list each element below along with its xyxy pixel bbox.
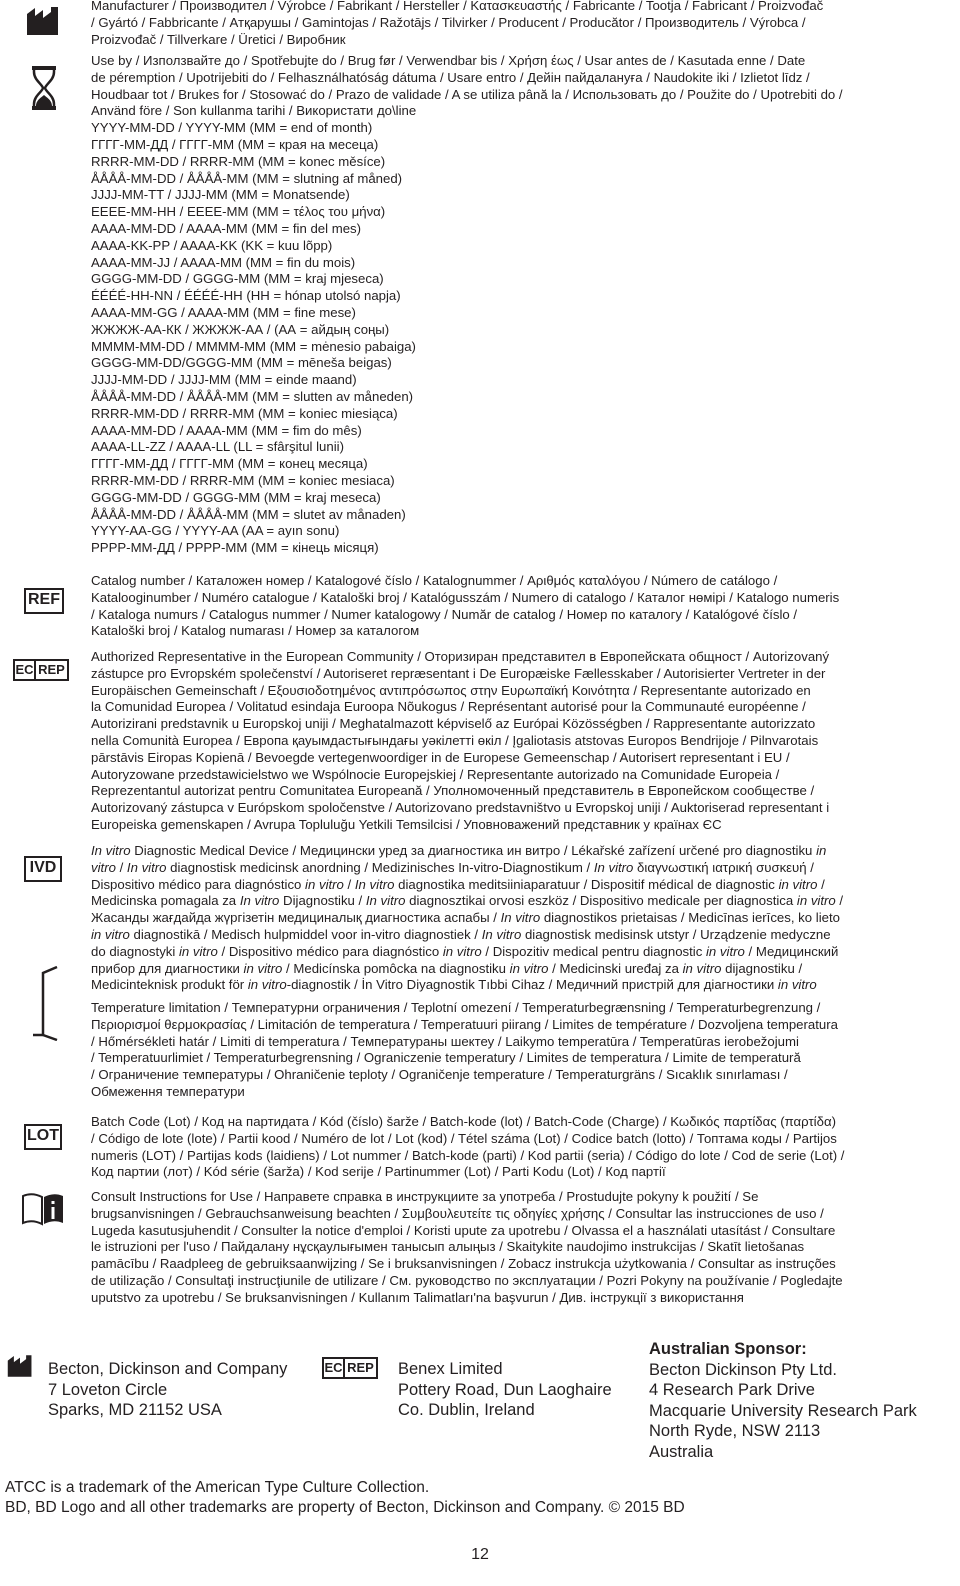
- text-line: Europäischen Gemeinschaft / Εξουσιοδοτημένος αντιπρόσωπος στην Ευρωπαϊκή Κοινότητα / Representante autorizado en: [91, 682, 811, 698]
- trademark-notice: [5, 1478, 685, 1518]
- address-line: Becton Dickinson Pty Ltd.: [649, 1360, 838, 1379]
- text-line: AAAA-MM-JJ / AAAA-MM (MM = fin du mois): [91, 254, 356, 270]
- ref-symbol: REF: [24, 588, 64, 614]
- text-line: ÅÅÅÅ-MM-DD / ÅÅÅÅ-MM (MM = slutning af måned): [91, 170, 403, 186]
- text-line: РРРР-ММ-ДД / РРРР-ММ (ММ = кінець місяця): [91, 540, 379, 556]
- text-line: ΕΕΕΕ-ΜΜ-ΗΗ / ΕΕΕΕ-ΜΜ (ΜΜ = τέλος του μήνα): [91, 204, 386, 220]
- ref-text: [91, 573, 953, 640]
- sponsor-heading: Australian Sponsor:: [649, 1340, 807, 1358]
- ec-rep-text: [91, 649, 953, 834]
- hourglass-icon: [32, 66, 56, 110]
- text-line: Houdbaar tot / Brukes for / Stosować do / Prazo de validade / A se utiliza până la / Использовать до / Použite do / Upotrebiti do /: [91, 86, 843, 102]
- text-line: YYYY-AA-GG / YYYY-AA (AA = ayın sonu): [91, 523, 340, 539]
- ec-rep-address: [398, 1359, 612, 1421]
- text-line: / Código de lote (lote) / Partii kood / Numéro de lot / Lot (kod) / Tétel száma (Lot) / Codice batch (lotto) / Топтама коды / Partijos: [91, 1130, 837, 1146]
- text-line: Medicinteknisk produkt för in vitro-diagnostik / İn Vitro Diyagnostik Tıbbi Cihaz / Медичний пристрій для діагностики in vitro: [91, 977, 817, 993]
- address-line: Macquarie University Research Park: [649, 1401, 917, 1420]
- text-line: ГГГГ-ММ-ДД / ГГГГ-ММ (ММ = конец месяца): [91, 456, 368, 472]
- text-line: Обмеження температури: [91, 1083, 245, 1099]
- text-line: JJJJ-MM-DD / JJJJ-MM (MM = einde maand): [91, 372, 357, 388]
- ivd-text: [91, 843, 953, 994]
- address-line: Pottery Road, Dun Laoghaire: [398, 1380, 612, 1399]
- text-line: GGGG-MM-DD / GGGG-MM (MM = kraj meseca): [91, 489, 381, 505]
- text-line: / Gyártó / Fabbricante / Атқарушы / Gamintojas / Ražotājs / Tilvirker / Producent / Producător / Производитель / Výrobca /: [91, 14, 806, 30]
- text-line: In vitro Diagnostic Medical Device / Медицински уред за диагностика ин витро / Lékařské zařízení určené pro diagnostiku in: [91, 843, 827, 858]
- lot-text: [91, 1114, 953, 1181]
- text-line: / Hőmérsékleti határ / Limiti di temperatura / Температураны шектеу / Laikymo temperatūra / Temperatūras ierobežojumi: [91, 1033, 799, 1049]
- text-line: Använd före / Son kullanma tarihi / Використати до\line: [91, 103, 417, 119]
- manufacturer-icon: [7, 1354, 33, 1378]
- text-line: Autorizirani predstavnik u Europskoj uniji / Meghatalmazott képviselő az Európai Közösségben / Rappresentante autorizzato: [91, 716, 816, 732]
- text-line: JJJJ-MM-TT / JJJJ-MM (MM = Monatsende): [91, 187, 350, 203]
- text-line: vitro / In vitro diagnostisk medicinsk anordning / Medizinisches In-vitro-Diagnostikum / In vitro διαγνωστική ιατρική συσκευή /: [91, 859, 814, 875]
- text-line: Temperature limitation / Температурни ограничения / Teplotní omezení / Temperaturbegrænsning / Temperaturbegrenzung /: [91, 1000, 821, 1015]
- text-line: Reprezentantul autorizat pentru Comunitatea Europeană / Уполномоченный представитель в Европейском сообществе /: [91, 783, 815, 799]
- text-line: Batch Code (Lot) / Код на партидата / Kód (číslo) šarže / Batch-kode (lot) / Batch-Code (Charge) / Κωδικός παρτίδας (παρτίδα): [91, 1114, 836, 1129]
- text-line: Consult Instructions for Use / Направете справка в инструкциите за употреба / Prostudujte pokyny k použití / Se: [91, 1189, 759, 1204]
- text-line: AAAA-MM-GG / AAAA-MM (MM = fine mese): [91, 304, 356, 320]
- address-line: Australia: [649, 1442, 714, 1461]
- text-line: Lugeda kasutusjuhendit / Consulter la notice d'emploi / Koristi upute za upotrebu / Olvassa el a használati utasítást / Consultare: [91, 1222, 836, 1238]
- lot-symbol: LOT: [24, 1124, 62, 1150]
- text-line: do diagnostyki in vitro / Dispositivo médico para diagnóstico in vitro / Dispozitiv medical pentru diagnostic in vitro / Медицинский: [91, 943, 839, 959]
- australian-sponsor: [649, 1339, 917, 1462]
- text-line: ÉÉÉÉ-HH-NN / ÉÉÉÉ-HH (HH = hónap utolsó napja): [91, 288, 401, 304]
- text-line: uputstvo za upotrebu / Se bruksanvisningen / Kullanım Talimatları'na başvurun / Див. інструкції з використання: [91, 1289, 744, 1305]
- text-line: ЖЖЖЖ-АА-КК / ЖЖЖЖ-АА / (АА = айдың соңы): [91, 321, 390, 337]
- text-line: pārstāvis Eiropas Kopienā / Bevoegde vertegenwoordiger in de Europese Gemeenschap / Autorisert representant i EU /: [91, 749, 790, 765]
- text-line: AAAA-MM-DD / AAAA-MM (MM = fin del mes): [91, 220, 362, 236]
- ivd-symbol: IVD: [24, 856, 62, 882]
- manufacturer-address: [48, 1359, 287, 1421]
- text-line: Proizvođač / Tillverkare / Üretici / Виробник: [91, 31, 346, 47]
- text-line: Catalog number / Каталожен номер / Katalogové číslo / Katalognummer / Αριθμός καταλόγου / Número de catálogo /: [91, 573, 778, 588]
- ec-rep-symbol: [13, 659, 69, 681]
- text-line: Katalooginumber / Numéro catalogue / Kataloški broj / Katalógusszám / Numero di catalogo / Каталог нөмірі / Katalogo numeris: [91, 589, 840, 605]
- text-line: Authorized Representative in the European Community / Оторизиран представител в Европейската общност / Autorizovaný: [91, 649, 830, 664]
- text-line: le istruzioni per l'uso / Пайдалану нұсқаулығымен танысып алыңыз / Skaitykite naudojimo instrukcijas / Skatīt lietošanas: [91, 1239, 805, 1255]
- address-line: North Ryde, NSW 2113: [649, 1422, 821, 1440]
- footer-line: BD, BD Logo and all other trademarks are property of Becton, Dickinson and Company. © 2015 BD: [5, 1499, 685, 1516]
- text-line: ГГГГ-ММ-ДД / ГГГГ-ММ (ММ = края на месеца): [91, 136, 379, 152]
- text-line: RRRR-MM-DD / RRRR-MM (MM = koniec miesiąca): [91, 405, 398, 421]
- text-line: ÅÅÅÅ-MM-DD / ÅÅÅÅ-MM (MM = slutet av månaden): [91, 506, 406, 522]
- manufacturer-icon: [26, 6, 60, 36]
- text-line: brugsanvisningen / Gebrauchsanweisung beachten / Συμβουλευτείτε τις οδηγίες χρήσης / Consultar las instrucciones de uso /: [91, 1205, 824, 1221]
- ec-rep-symbol: [322, 1357, 378, 1379]
- consult-text: [91, 1189, 953, 1307]
- text-line: ÅÅÅÅ-MM-DD / ÅÅÅÅ-MM (MM = slutten av måneden): [91, 388, 414, 404]
- text-line: Use by / Използвайте до / Spotřebujte do / Brug før / Verwendbar bis / Χρήση έως / Usar antes de / Kasutada enne / Date: [91, 53, 806, 68]
- text-line: GGGG-MM-DD / GGGG-MM (MM = kraj mjeseca): [91, 271, 384, 287]
- text-line: Περιορισμοί θερμοκρασίας / Limitación de temperatura / Temperatuuri piirang / Limites de température / Dozvoljena temperatura: [91, 1016, 838, 1032]
- text-line: in vitro diagnostikā / Medisch hulpmiddel voor in-vitro diagnostiek / In vitro diagnostisk medisinsk utstyr / Urządzenie medyczne: [91, 926, 831, 942]
- text-line: de utilização / Consultaţi instrucţiunile de utilizare / См. руководство по эксплуатации / Pozri Pokyny na používanie / Pogledajte: [91, 1272, 843, 1288]
- rep-label: REP: [343, 1357, 378, 1379]
- rep-label: REP: [34, 659, 69, 681]
- address-line: Benex Limited: [398, 1360, 503, 1378]
- text-line: / Temperatuurlimiet / Temperaturbegrensning / Ograniczenie temperatury / Limites de temperatura / Limite de temperatură: [91, 1050, 801, 1066]
- footer-line: ATCC is a trademark of the American Type Culture Collection.: [5, 1479, 430, 1496]
- text-line: / Ограничение температуры / Ohraničenie teploty / Ograničenje temperature / Temperaturgräns / Sıcaklık sınırlaması /: [91, 1067, 788, 1083]
- text-line: RRRR-MM-DD / RRRR-MM (MM = koniec mesiaca): [91, 472, 395, 488]
- text-line: pamācību / Raadpleeg de gebruiksaanwijzing / Se i bruksanvisningen / Zobacz instrukcja użytkowania / Consultar as instruções: [91, 1256, 836, 1272]
- address-line: Co. Dublin, Ireland: [398, 1401, 535, 1419]
- text-line: Dispositivo médico para diagnóstico in vitro / In vitro diagnostika meditsiiniaparatuur / Dispositif médical de diagnostic in vitro /: [91, 876, 825, 892]
- text-line: Жасанды жағдайда жүргізетін медициналық диагностика аспабы / In vitro diagnostikos prietaisas / Medicīnas ierīces, ko lieto: [91, 910, 840, 926]
- text-line: Manufacturer / Производител / Výrobce / Fabrikant / Hersteller / Κατασκευαστής / Fabricante / Tootja / Fabricant / Proizvođač: [91, 0, 824, 13]
- address-line: 7 Loveton Circle: [48, 1380, 168, 1399]
- text-line: la Comunidad Europea / Volitatud esindaja Euroopa Nõukogus / Représentant autorisé pour la Communauté européenne /: [91, 699, 806, 715]
- text-line: / Kataloga numurs / Catalogus nummer / Numer katalogowy / Număr de catalog / Номер по каталогу / Katalógové číslo /: [91, 606, 798, 622]
- text-line: RRRR-MM-DD / RRRR-MM (MM = konec měsíce): [91, 153, 386, 169]
- text-line: Код партии (лот) / Kód série (šarža) / Kod serije / Partinummer (Lot) / Parti Kodu (Lot) / Код партії: [91, 1164, 666, 1180]
- address-line: Sparks, MD 21152 USA: [48, 1401, 222, 1419]
- text-line: AAAA-LL-ZZ / AAAA-LL (LL = sfârşitul lunii): [91, 439, 344, 455]
- use-by-text: [91, 53, 953, 557]
- text-line: de péremption / Upotrijebiti do / Felhasználhatóság dátuma / Usare entro / Дейін пайдалануға / Naudokite iki / Izlietot līdz /: [91, 69, 810, 85]
- text-line: zástupce pro Evropském společenství / Autoriseret repræsentant i De Europæiske Fællesskaber / Autorisierter Vertreter in der: [91, 665, 826, 681]
- text-line: nella Comunità Europea / Европа қауымдастығындағы уәкілетті өкіл / Įgaliotasis atstovas Europos Bendrijoje / Pilnvarotais: [91, 732, 819, 748]
- address-line: Becton, Dickinson and Company: [48, 1360, 288, 1378]
- temperature-limitation-icon: [30, 965, 60, 1041]
- address-line: 4 Research Park Drive: [649, 1381, 815, 1399]
- consult-instructions-icon: [22, 1192, 64, 1226]
- manufacturer-text: [91, 0, 953, 48]
- text-line: GGGG-MM-DD/GGGG-MM (MM = mēneša beigas): [91, 355, 392, 371]
- text-line: Kataloški broj / Katalog numarası / Номер за каталогом: [91, 623, 420, 639]
- text-line: numeris (LOT) / Partijas kods (laidiens) / Lot nummer / Batch-kode (parti) / Kod partii (seria) / Código do lote / Cod de serie (Lot) /: [91, 1147, 845, 1163]
- text-line: MMMM-MM-DD / MMMM-MM (MM = mėnesio pabaiga): [91, 338, 416, 354]
- text-line: Europeiska gemenskapen / Avrupa Topluluğu Yetkili Temsilcisi / Уповноважений представник у країнах ЄС: [91, 816, 722, 832]
- text-line: YYYY-MM-DD / YYYY-MM (MM = end of month): [91, 120, 373, 136]
- text-line: Medicinska pomagala za In vitro Dijagnostiku / In vitro diagnosztikai orvosi eszköz / Dispositivo medicale per diagnostica in vitro /: [91, 893, 844, 909]
- ec-label: EC: [322, 1357, 345, 1379]
- text-line: Autoryzowane przedstawicielstwo we Wspólnocie Europejskiej / Representante autorizado na Comunidade Europeia /: [91, 766, 780, 782]
- page-number: 12: [471, 1546, 489, 1563]
- text-line: Autorizovaný zástupca v Európskom spoločenstve / Autorizovano predstavništvo u Evropskoj uniji / Auktoriserad representant i: [91, 800, 830, 816]
- text-line: прибор для диагностики in vitro / Medicínska pomôcka na diagnostiku in vitro / Medicinski uređaj za in vitro dijagnostiku /: [91, 960, 803, 976]
- temperature-text: [91, 1000, 953, 1101]
- ec-label: EC: [13, 659, 36, 681]
- text-line: AAAA-KK-PP / AAAA-KK (KK = kuu lõpp): [91, 237, 333, 253]
- text-line: AAAA-MM-DD / AAAA-MM (MM = fim do mês): [91, 422, 362, 438]
